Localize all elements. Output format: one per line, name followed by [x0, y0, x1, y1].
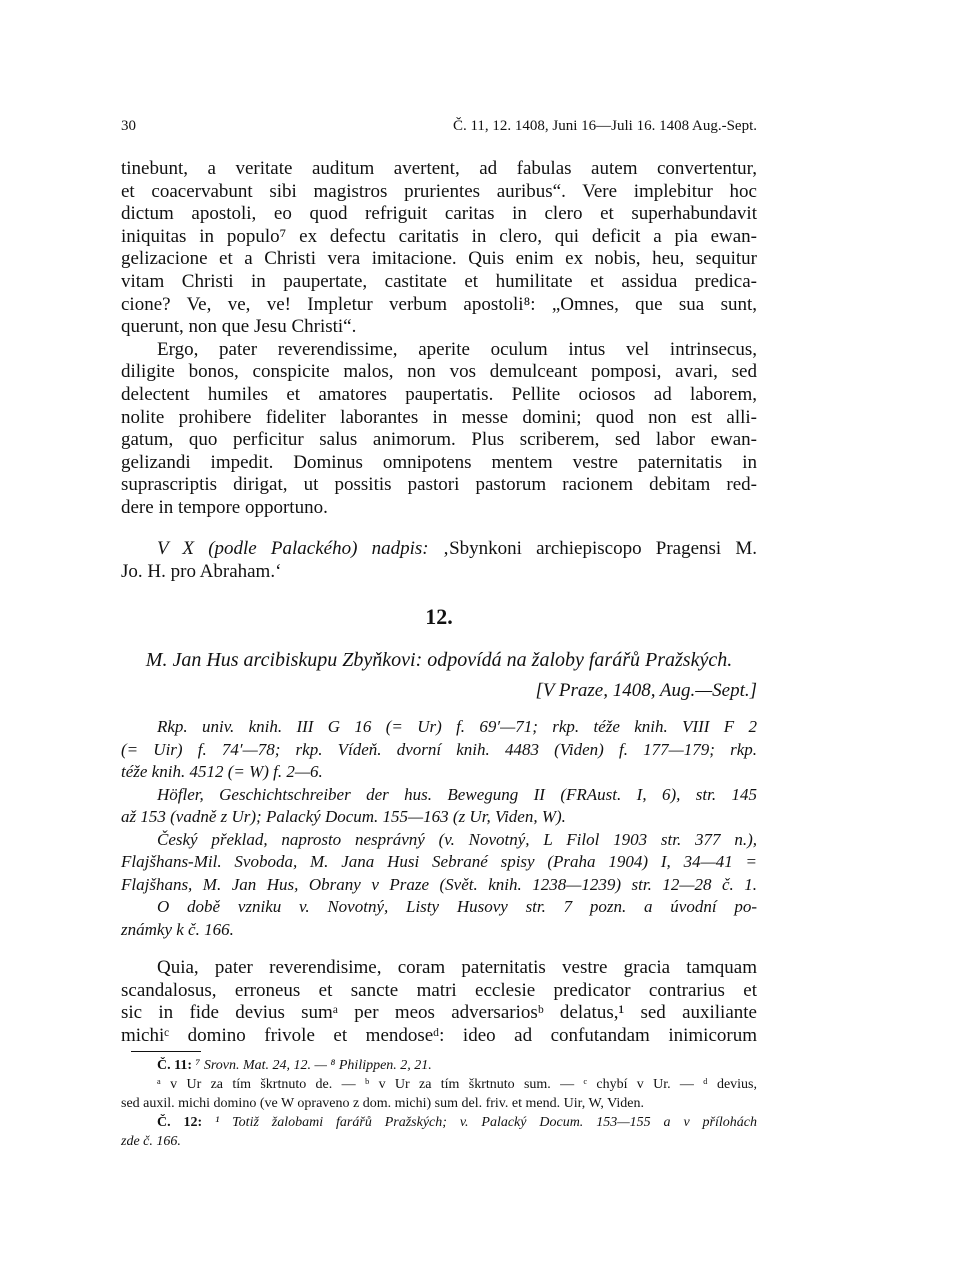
letter-12-text — [121, 957, 757, 1047]
text-line: gelizacione et a Christi vera imitacione. Quis enim ex nobis, heu, sequitur — [121, 248, 757, 270]
running-head: Č. 11, 12. 1408, Juni 16—Juli 16. 1408 Aug.-Sept. — [452, 118, 757, 134]
footnote-label: Č. 12: — [157, 1115, 203, 1130]
text-line: sic in fide devius sumᵃ per meos adversariosᵇ delatus,¹ sed auxiliante — [121, 1002, 757, 1024]
text-line: dictum apostoli, eo quod refriguit caritas in clero et superhabundavit — [121, 203, 757, 225]
source-line: O době vzniku v. Novotný, Listy Husovy str. 7 pozn. a úvodní po- — [157, 897, 757, 916]
place-date: [V Praze, 1408, Aug.—Sept.] — [535, 679, 757, 701]
footnote-line — [121, 1056, 757, 1075]
text-line: suprascriptis dirigat, ut possitis pastori pastorum racionem debitam red- — [121, 474, 757, 496]
letter-number: 12. — [425, 604, 453, 629]
address-line — [121, 538, 757, 561]
text-line: dere in tempore opportuno. — [121, 496, 328, 518]
source-line: Český překlad, naprosto nesprávný (v. Novotný, L Filol 1903 str. 377 n.), — [157, 829, 757, 849]
letter-12-heading — [121, 649, 757, 702]
address-text: ‚Sbynkoni archiepiscopo Pragensi M. — [442, 538, 758, 559]
text-line: gatum, quo perficitur salus animorum. Plus scriberem, sed labor ewan- — [121, 429, 757, 451]
source-line: Höfler, Geschichtschreiber der hus. Bewegung II (FRAust. I, 6), str. 145 — [157, 784, 757, 804]
text-line: tinebunt, a veritate auditum avertent, ad fabulas autem convertentur, — [121, 158, 757, 179]
text-line: iniquitas in populo⁷ ex defectu caritatis in clero, qui deficit a pia ewan- — [121, 225, 757, 247]
footnotes — [121, 1056, 757, 1151]
text-line: nolite prohibere fideliter laborantes in messe domini; quod non est alli- — [121, 406, 757, 428]
page-number: 30 — [121, 118, 136, 134]
critical-note-line: sed auxil. michi domino (ve W opraveno z dom. michi) sum del. friv. et mend. Uir, W, Viden. — [121, 1096, 644, 1111]
text-line: vitam Christi in paupertate, castitate et humilitate et assidua predica- — [121, 270, 757, 292]
footnote-line: zde č. 166. — [121, 1134, 181, 1149]
text-line: Quia, pater reverendisime, coram paternitatis vestre gracia tamquam — [157, 957, 757, 978]
source-line: až 153 (vadně z Ur); Palacký Docum. 155—163 (z Ur, Viden, W). — [121, 807, 566, 826]
source-line: téže knih. 4512 (= W) f. 2—6. — [121, 762, 323, 781]
text-line: scandalosus, erroneus et sancte matri ecclesie predicator contrarius et — [121, 979, 757, 1001]
footnote-line — [121, 1113, 757, 1132]
footnote-divider — [131, 1051, 201, 1052]
footnote-label: Č. 11: — [157, 1058, 192, 1073]
source-line: Flajšhans, M. Jan Hus, Obrany v Praze (Svět. knih. 1238—1239) str. 12—28 č. 1. — [121, 874, 757, 894]
source-line: Rkp. univ. knih. III G 16 (= Ur) f. 69′—71; rkp. téže knih. VIII F 2 — [157, 717, 757, 736]
source-line: (= Uir) f. 74′—78; rkp. Vídeň. dvorní knih. 4483 (Viden) f. 177—179; rkp. — [121, 739, 757, 759]
source-line: známky k č. 166. — [121, 919, 234, 939]
text-line: et coacervabunt sibi magistros prurientes auribus“. Vere implebitur hoc — [121, 180, 757, 202]
text-line: querunt, non que Jesu Christi“. — [121, 316, 357, 338]
text-line: diligite bonos, conspicite malos, non vos demulceant pomposi, avari, sed — [121, 361, 757, 383]
running-header — [121, 118, 757, 140]
letter-11-text — [121, 158, 757, 520]
text-line: Ergo, pater reverendissime, aperite oculum intus vel intrinsecus, — [157, 338, 757, 360]
address-label: V X (podle Palackého) nadpis: — [157, 538, 429, 559]
letter-title: M. Jan Hus arcibiskupu Zbyňkovi: odpovídá na žaloby farářů Pražských. — [145, 649, 733, 671]
footnote-text: ⁷ Srovn. Mat. 24, 12. — ⁸ Philippen. 2, 21. — [195, 1058, 432, 1073]
text-line: cione? Ve, ve, ve! Impletur verbum apostoli⁸: „Omnes, que sua sunt, — [121, 293, 757, 315]
text-line: gelizandi impedit. Dominus omnipotens mentem vestre paternitatis in — [121, 451, 757, 473]
text-line: delectent humiles et amatores paupertatis. Pellite ociosos ad laborem, — [121, 383, 757, 405]
source-line: Flajšhans-Mil. Svoboda, M. Jana Husi Sebrané spisy (Praha 1904) I, 34—41 = — [121, 852, 757, 871]
sources-apparatus — [121, 716, 757, 941]
critical-note-line: ᵃ v Ur za tím škrtnuto de. — ᵇ v Ur za tím škrtnuto sum. — ᶜ chybí v Ur. — ᵈ devius, — [157, 1077, 757, 1092]
footnote-text: ¹ Totiž žalobami farářů Pražských; v. Palacký Docum. 153—155 a v přílohách — [215, 1115, 758, 1130]
address-line-2: Jo. H. pro Abraham.‘ — [121, 560, 282, 582]
text-line: michiᶜ domino frivole et mendoseᵈ: ideo ad confutandam inimicorum — [121, 1024, 757, 1046]
address-note — [121, 538, 757, 583]
